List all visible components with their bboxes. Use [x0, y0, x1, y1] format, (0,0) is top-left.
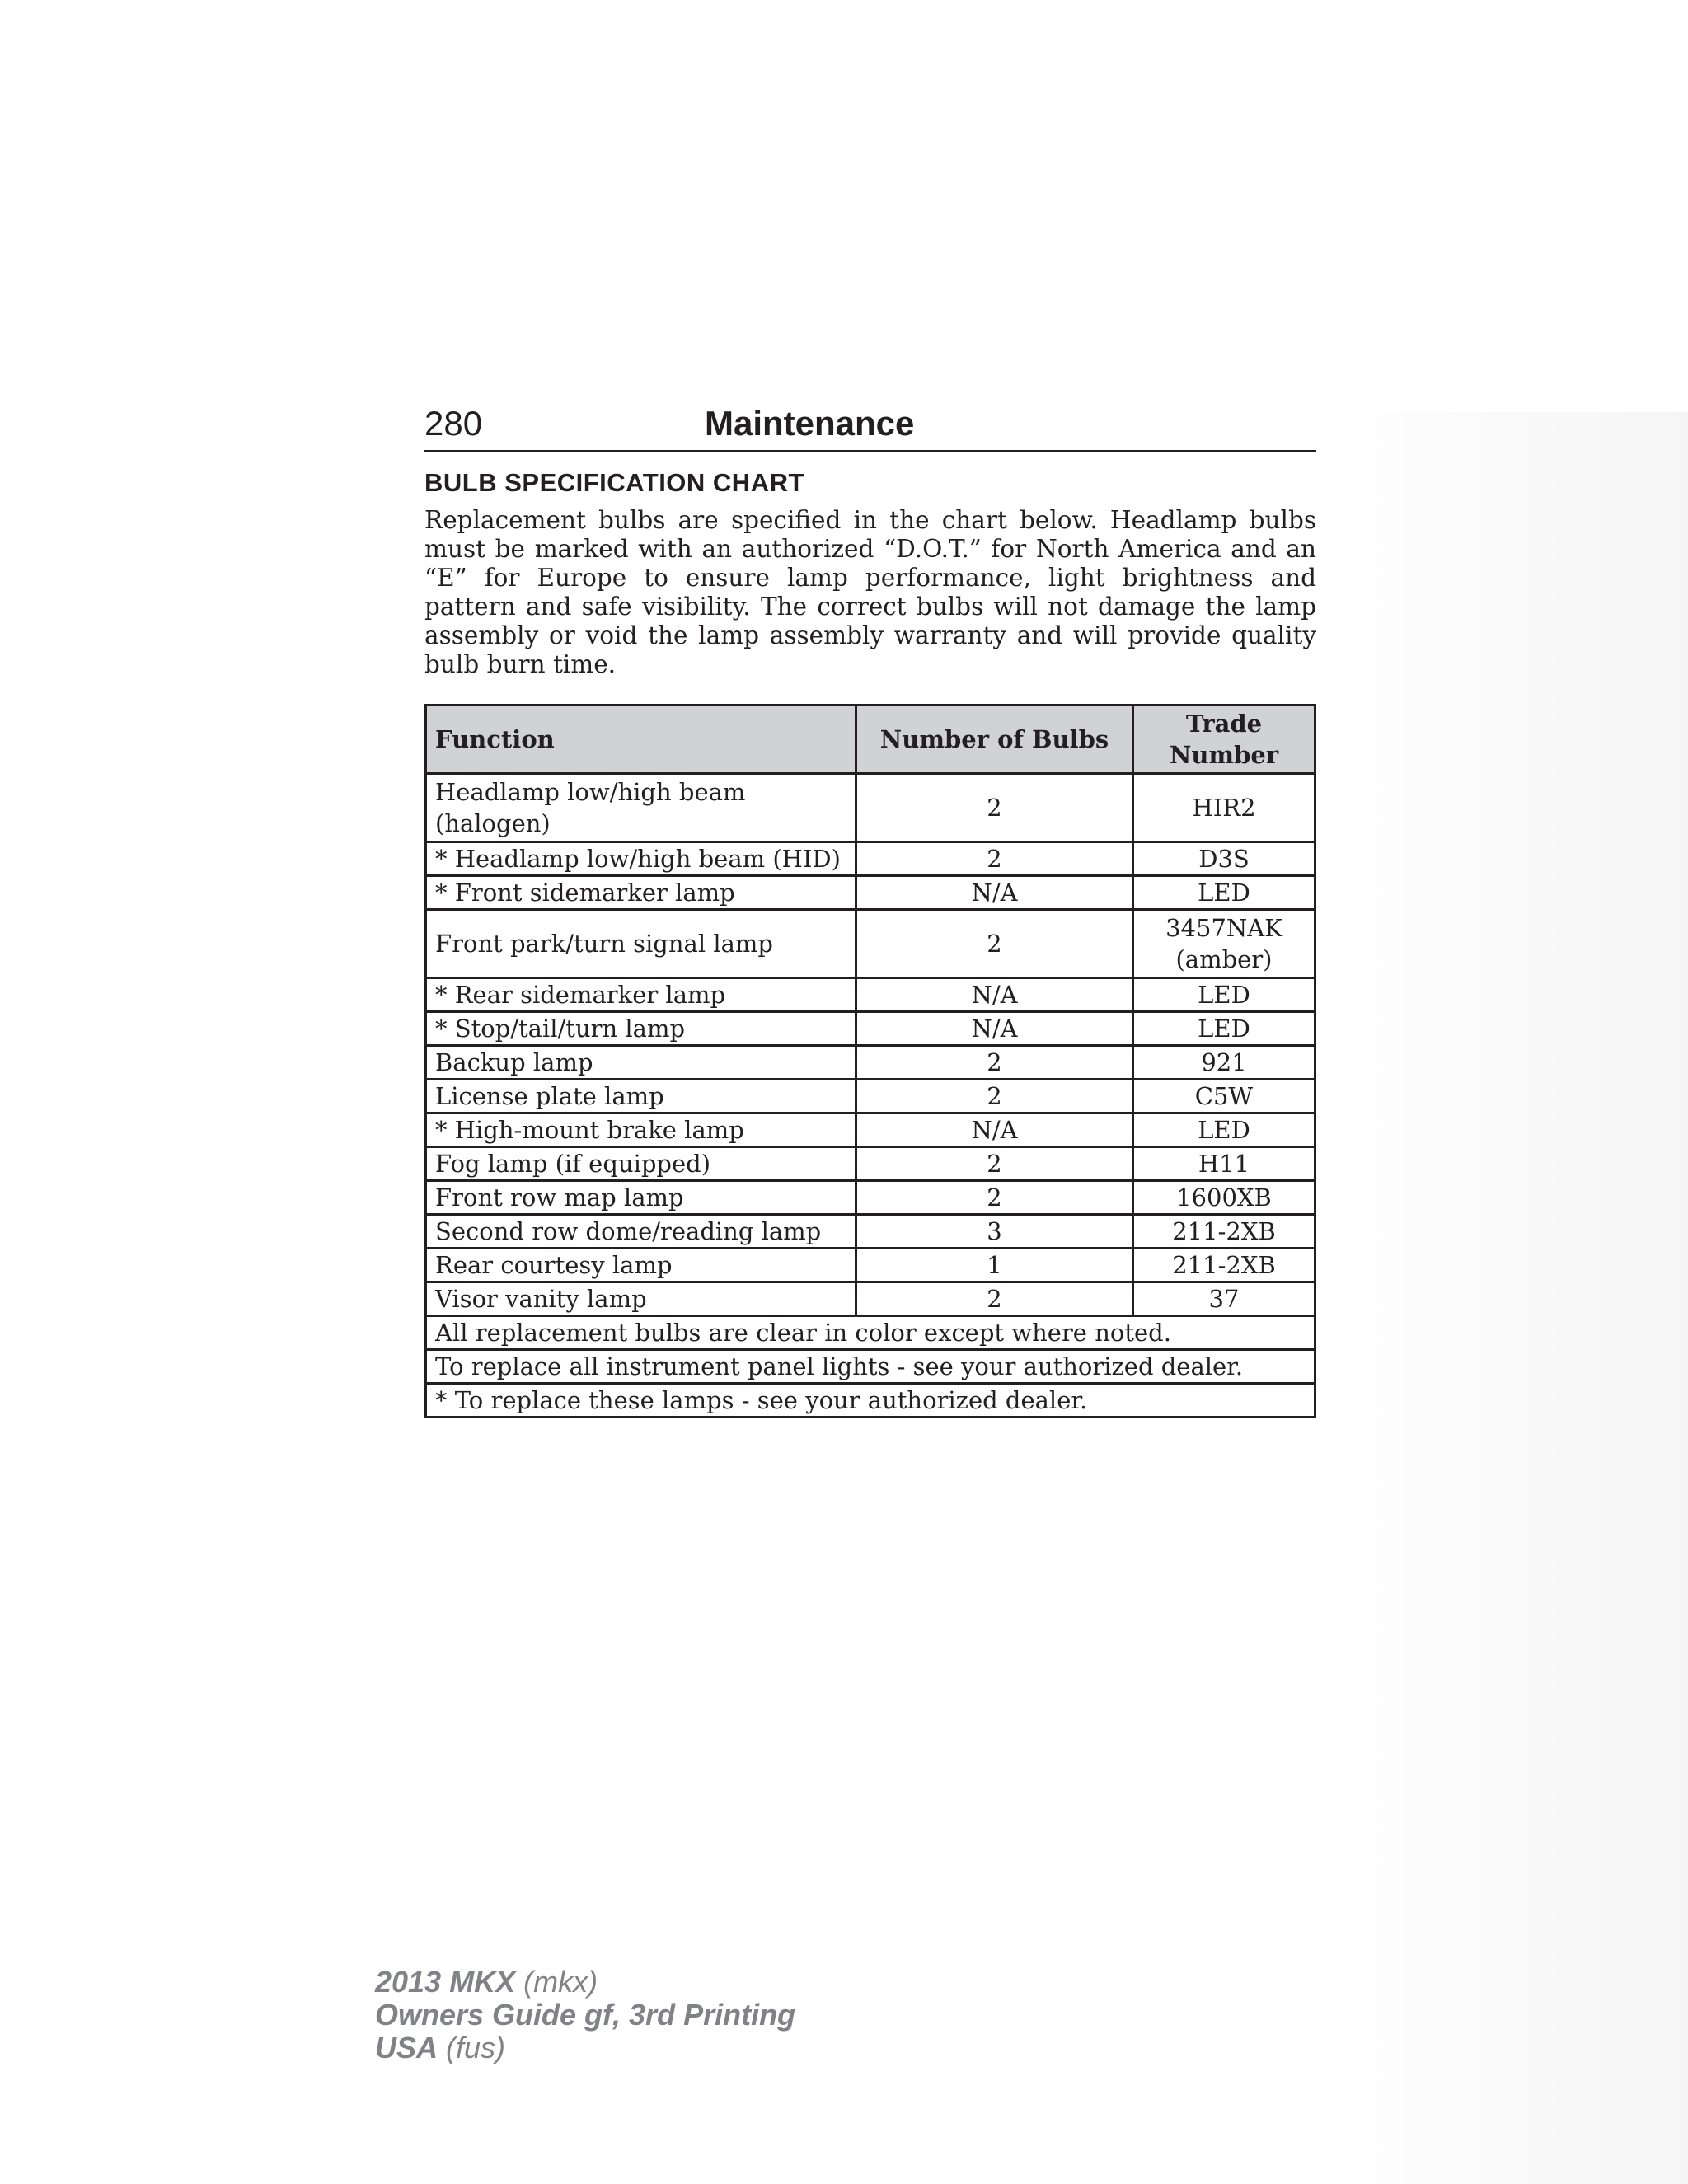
cell-count: N/A — [856, 1011, 1133, 1045]
bulb-specification-table — [424, 704, 1316, 1418]
header-trade-line1: Trade — [1185, 709, 1263, 738]
table-row — [426, 1113, 1315, 1146]
cell-count: 2 — [856, 1079, 1133, 1113]
print-footer — [375, 1966, 795, 2064]
header-number-of-bulbs: Number of Bulbs — [856, 705, 1133, 773]
chart-heading: BULB SPECIFICATION CHART — [424, 468, 804, 497]
cell-function: Front row map lamp — [426, 1180, 856, 1214]
footer-model-code: (mkx) — [523, 1965, 598, 1999]
cell-count: 1 — [856, 1248, 1133, 1282]
header-trade-number — [1133, 705, 1315, 773]
cell-function: * Stop/tail/turn lamp — [426, 1011, 856, 1045]
table-row — [426, 1011, 1315, 1045]
cell-count: 2 — [856, 1146, 1133, 1180]
table-note-row — [426, 1349, 1315, 1383]
page-number: 280 — [424, 404, 483, 443]
header-trade-line2: Number — [1169, 740, 1279, 769]
cell-trade: LED — [1133, 1011, 1315, 1045]
page-edge-shading — [1319, 412, 1688, 2184]
cell-trade: LED — [1133, 1113, 1315, 1146]
footer-line-2 — [375, 1999, 795, 2032]
table-row — [426, 1282, 1315, 1315]
cell-trade: 211-2XB — [1133, 1214, 1315, 1248]
intro-paragraph: Replacement bulbs are specified in the chart below. Headlamp bulbs must be marked with an authorized “D.O.T.” for North America and an “E” for Europe to ensure lamp performance, light brightness and pattern and safe visibility. The correct bulbs will not damage the lamp assembly or void the lamp assembly warranty and will provide quality bulb burn time. — [424, 506, 1316, 678]
cell-count: N/A — [856, 1113, 1133, 1146]
cell-trade: C5W — [1133, 1079, 1315, 1113]
cell-function: Visor vanity lamp — [426, 1282, 856, 1315]
cell-function: Second row dome/reading lamp — [426, 1214, 856, 1248]
table-note-row — [426, 1315, 1315, 1349]
table-row — [426, 1146, 1315, 1180]
cell-trade: 921 — [1133, 1045, 1315, 1079]
cell-count: 2 — [856, 1282, 1133, 1315]
page-header — [424, 404, 1316, 452]
cell-function: License plate lamp — [426, 1079, 856, 1113]
footer-line-1 — [375, 1966, 795, 1999]
table-note: All replacement bulbs are clear in color except where noted. — [426, 1315, 1315, 1349]
cell-count: 2 — [856, 1180, 1133, 1214]
cell-trade: 1600XB — [1133, 1180, 1315, 1214]
table-row — [426, 773, 1315, 841]
cell-function: Fog lamp (if equipped) — [426, 1146, 856, 1180]
cell-function: * Front sidemarker lamp — [426, 875, 856, 909]
cell-function: Rear courtesy lamp — [426, 1248, 856, 1282]
table-row — [426, 1180, 1315, 1214]
cell-function: * Headlamp low/high beam (HID) — [426, 841, 856, 875]
cell-trade: D3S — [1133, 841, 1315, 875]
cell-function: Headlamp low/high beam (halogen) — [426, 773, 856, 841]
cell-function: * High-mount brake lamp — [426, 1113, 856, 1146]
table-row — [426, 841, 1315, 875]
table-row — [426, 1079, 1315, 1113]
cell-trade: LED — [1133, 977, 1315, 1011]
cell-count: 3 — [856, 1214, 1133, 1248]
cell-trade: 37 — [1133, 1282, 1315, 1315]
footer-model: 2013 MKX — [375, 1965, 516, 1999]
table-row — [426, 1045, 1315, 1079]
cell-function: Backup lamp — [426, 1045, 856, 1079]
table-row — [426, 875, 1315, 909]
table-row — [426, 909, 1315, 977]
footer-line-3 — [375, 2032, 795, 2064]
cell-count: 2 — [856, 909, 1133, 977]
footer-guide: Owners Guide gf, 3rd Printing — [375, 1998, 796, 2032]
table-note: To replace all instrument panel lights - see your authorized dealer. — [426, 1349, 1315, 1383]
cell-count: 2 — [856, 773, 1133, 841]
page-content — [424, 404, 1316, 1418]
section-title: Maintenance — [705, 404, 915, 443]
table-note-row — [426, 1383, 1315, 1417]
table-header-row — [426, 705, 1315, 773]
footer-market: USA — [375, 2031, 438, 2064]
cell-trade: H11 — [1133, 1146, 1315, 1180]
cell-count: N/A — [856, 875, 1133, 909]
table-note: * To replace these lamps - see your authorized dealer. — [426, 1383, 1315, 1417]
header-function: Function — [426, 705, 856, 773]
cell-function: * Rear sidemarker lamp — [426, 977, 856, 1011]
cell-count: 2 — [856, 841, 1133, 875]
footer-market-code: (fus) — [446, 2031, 506, 2064]
cell-trade: HIR2 — [1133, 773, 1315, 841]
cell-count: N/A — [856, 977, 1133, 1011]
cell-trade: 3457NAK (amber) — [1133, 909, 1315, 977]
table-row — [426, 1214, 1315, 1248]
cell-trade: LED — [1133, 875, 1315, 909]
cell-count: 2 — [856, 1045, 1133, 1079]
cell-trade: 211-2XB — [1133, 1248, 1315, 1282]
table-row — [426, 977, 1315, 1011]
table-row — [426, 1248, 1315, 1282]
cell-function: Front park/turn signal lamp — [426, 909, 856, 977]
